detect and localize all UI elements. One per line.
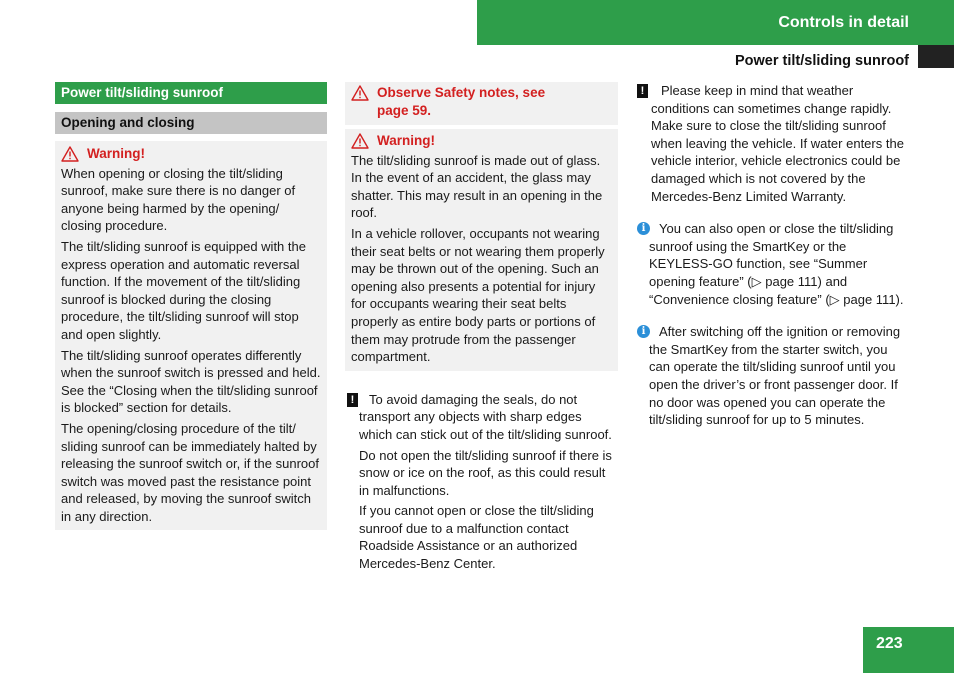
warning-box	[55, 141, 327, 530]
section-running-title: Power tilt/sliding sunroof	[735, 53, 909, 69]
column-left	[55, 82, 327, 530]
safety-notes-link[interactable]: Observe Safety notes, see page 59.	[377, 85, 546, 118]
warning-triangle-icon	[351, 85, 369, 101]
subsection-title: Opening and closing	[55, 112, 327, 134]
column-middle	[345, 82, 618, 576]
info-paragraph: After switching off the ignition or removing the SmartKey from the starter switch, you can operate the tilt/sliding sunroof until you open the driver’s or front passenger door. If no door was opened you can operate the tilt/sliding sunroof for up to 5 minutes.	[649, 324, 901, 428]
exclamation-icon: !	[347, 393, 358, 407]
warning-box	[345, 129, 618, 371]
warning-paragraph: The opening/closing procedure of the tilt/ sliding sunroof can be immediately halted by releasing the sunroof switch or, if the sunroof switch was moved past the resistance point and released, by moving the sunroof switch in any direction.	[61, 420, 319, 524]
chapter-tab-marker	[918, 45, 954, 68]
notice-paragraph: Please keep in mind that weather conditions can sometimes change rapidly. Make sure to close the tilt/sliding sunroof when leaving the vehicle. If water enters the vehicle interior, vehicle electronics could be damaged which is not covered by the Mercedes-Benz Limited Warranty.	[651, 83, 904, 204]
notice-paragraph: Do not open the tilt/sliding sunroof if there is snow or ice on the roof, as this could result in malfunctions.	[359, 447, 612, 498]
chapter-header-bar	[477, 0, 954, 45]
notice-paragraph: To avoid damaging the seals, do not transport any objects with sharp edges which can stick out of the tilt/sliding sunroof.	[359, 391, 612, 442]
warning-triangle-icon	[61, 146, 79, 162]
section-title: Power tilt/sliding sunroof	[55, 82, 327, 104]
info-icon: i	[637, 222, 650, 235]
page-number: 223	[863, 627, 954, 673]
warning-paragraph: The tilt/sliding sunroof is equipped with the express operation and automatic reversal function. If the movement of the tilt/sliding sunroof is blocked during the closing procedure, the tilt/sliding sunroof will stop and open slightly.	[61, 238, 306, 342]
exclamation-icon: !	[637, 84, 648, 98]
warning-label: Warning!	[87, 146, 145, 161]
warning-triangle-icon	[351, 133, 369, 149]
warning-label: Warning!	[377, 133, 435, 148]
safety-notes-box	[345, 82, 618, 125]
notice-block	[345, 391, 618, 573]
warning-paragraph: The tilt/sliding sunroof operates differently when the sunroof switch is pressed and held. See the “Closing when the tilt/sliding sunroof is blocked” section for details.	[61, 347, 321, 416]
warning-paragraph: In a vehicle rollover, occupants not wearing their seat belts or not wearing them properly may be thrown out of the opening. Such an opening also presents a potential for injury for occupants wearing their seat belts properly as entire body parts or portions of them may protrude from the passenger compartment.	[351, 225, 605, 365]
info-icon: i	[637, 325, 650, 338]
safety-notes-heading	[351, 84, 612, 120]
warning-paragraph: The tilt/sliding sunroof is made out of glass. In the event of an accident, the glass may shatter. This may result in an opening in the roof.	[351, 152, 603, 221]
warning-paragraph: When opening or closing the tilt/sliding sunroof, make sure there is no danger of anyone being harmed by the opening/ closing procedure.	[61, 165, 296, 234]
warning-heading	[61, 145, 321, 163]
notice-paragraph: If you cannot open or close the tilt/sliding sunroof due to a malfunction contact Roadside Assistance or an authorized Mercedes-Benz Center.	[359, 503, 594, 572]
chapter-title: Controls in detail	[778, 13, 909, 31]
info-paragraph: You can also open or close the tilt/sliding sunroof using the SmartKey or the KEYLESS-GO function, see “Summer opening feature” (▷ page 111) and “Convenience closing feature” (▷ page 111).	[649, 221, 904, 307]
notice-block	[637, 82, 910, 205]
column-right	[637, 82, 910, 429]
info-block	[637, 220, 910, 308]
warning-heading	[351, 132, 612, 150]
info-block	[637, 323, 910, 429]
